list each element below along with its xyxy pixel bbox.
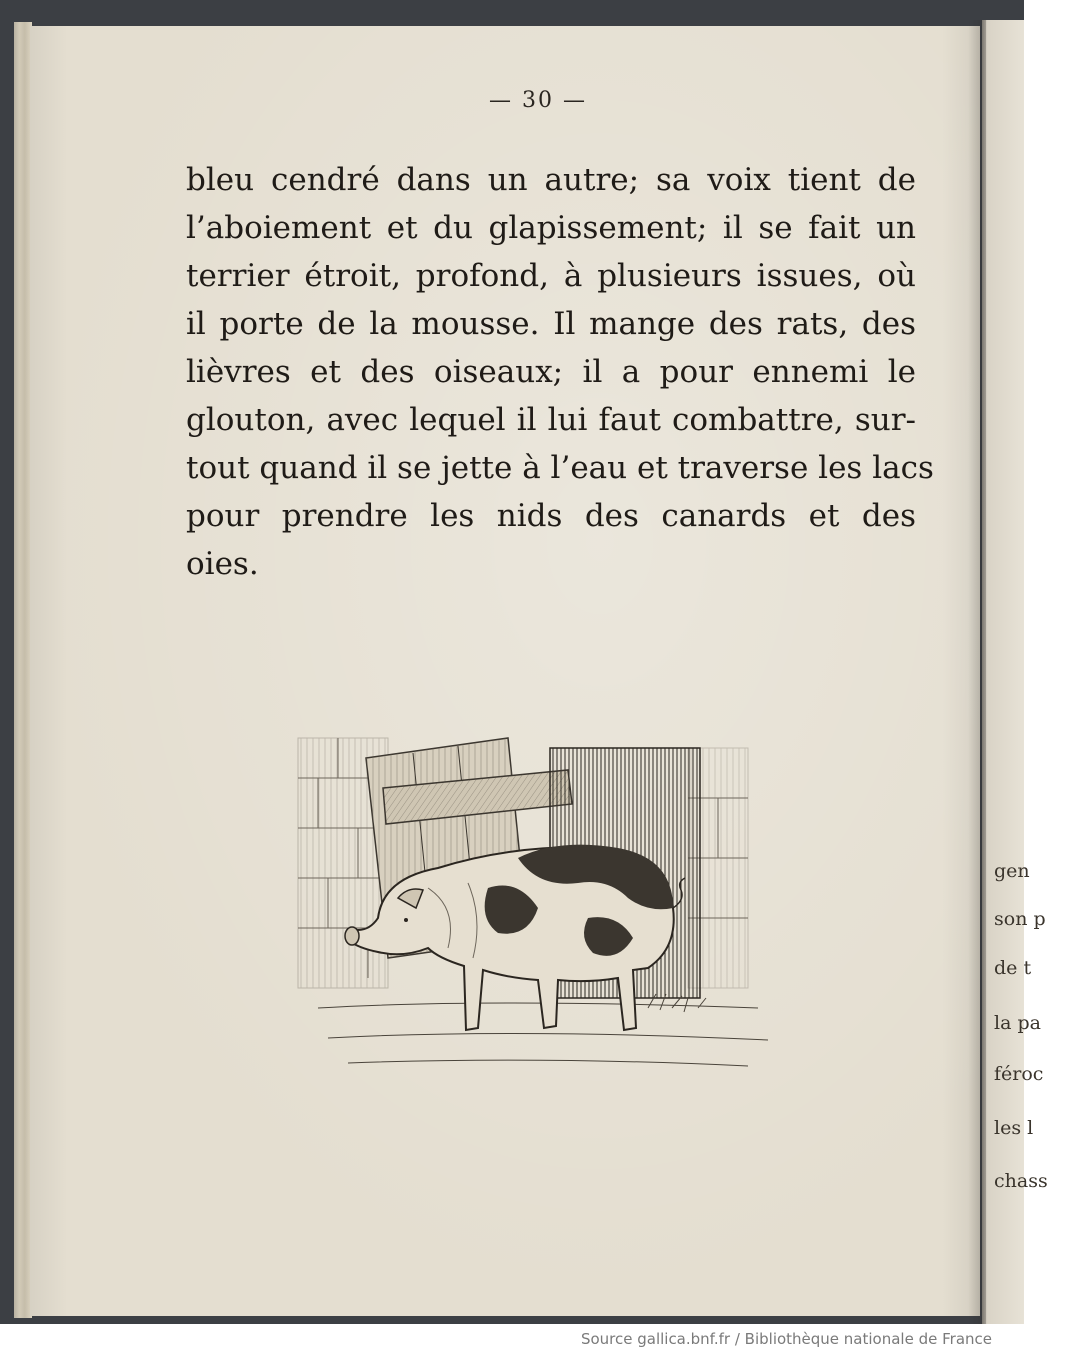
page-number: — 30 — bbox=[489, 88, 587, 113]
text-line: lièvres et des oiseaux; il a pour ennemi le bbox=[186, 354, 916, 390]
gutter-shadow bbox=[968, 20, 986, 1324]
facing-page bbox=[982, 20, 1048, 1324]
facing-page-fragment: gen bbox=[994, 860, 1030, 882]
source-credit: Source gallica.bnf.fr / Bibliothèque nationale de France bbox=[580, 1330, 992, 1348]
facing-page-fragment: la pa bbox=[994, 1012, 1041, 1034]
text-line: l’aboiement et du glapissement; il se fait un bbox=[186, 210, 916, 246]
facing-page-fragment: chass bbox=[994, 1170, 1048, 1192]
facing-page-fragment: les l bbox=[994, 1117, 1034, 1139]
facing-page-fragment: féroc bbox=[994, 1063, 1044, 1085]
pig-illustration bbox=[288, 708, 808, 1088]
text-line: terrier étroit, profond, à plusieurs issues, où bbox=[186, 258, 916, 294]
facing-page-fragment: son p bbox=[994, 908, 1046, 930]
text-line: tout quand il se jette à l’eau et traverse les lacs bbox=[186, 450, 934, 486]
text-line: il porte de la mousse. Il mange des rats, des bbox=[186, 306, 916, 342]
facing-page-fragment: de t bbox=[994, 957, 1032, 979]
text-line: glouton, avec lequel il lui faut combattre, sur- bbox=[186, 402, 916, 438]
text-line: pour prendre les nids des canards et des bbox=[186, 498, 916, 534]
footer-bar bbox=[0, 1324, 1024, 1356]
text-line: bleu cendré dans un autre; sa voix tient de bbox=[186, 162, 916, 198]
body-text bbox=[186, 156, 934, 588]
text-line: oies. bbox=[186, 546, 259, 582]
